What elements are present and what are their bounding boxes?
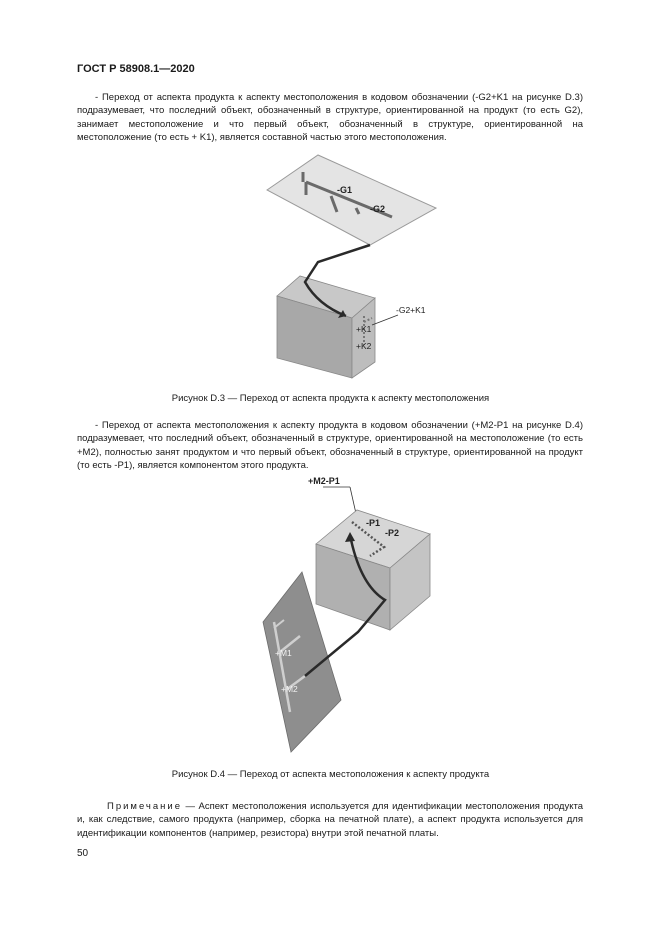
page-number: 50 bbox=[77, 848, 89, 859]
label-p2: -P2 bbox=[385, 528, 400, 538]
label-g1: -G1 bbox=[337, 185, 353, 195]
paragraph-1-text: - Переход от аспекта продукта к аспекту местоположения в кодовом обозначении (-G2+K1 на рисунке D.3) подразумевает, что последний объект, обозначенный в структуре, ориентированной на продукт (то есть G2), занимает местоположение и что первый объект, обозначенный в структуре, ориентированной на местоположение (то есть + K1), является составной частью этого местоположения. bbox=[77, 92, 583, 144]
label-g2: -G2 bbox=[370, 204, 386, 214]
note-text: — Аспект местоположения используется для идентификации местоположения продукта и, как следствие, самого продукта (например, сборка на печатной плате), а аспект продукта используется для идентификации компонентов (например, резистора) внутри этой печатной платы. bbox=[77, 801, 583, 839]
caption-d4: Рисунок D.4 — Переход от аспекта местоположения к аспекту продукта bbox=[171, 769, 490, 780]
label-code-d3: -G2+K1 bbox=[396, 305, 426, 315]
note-label: Примечание bbox=[107, 801, 182, 812]
label-k2: +K2 bbox=[356, 341, 372, 351]
note bbox=[77, 800, 583, 840]
label-m1: +M1 bbox=[275, 648, 292, 658]
caption-d3: Рисунок D.3 — Переход от аспекта продукта к аспекту местоположения bbox=[171, 393, 490, 404]
paragraph-2-text: - Переход от аспекта местоположения к аспекту продукта в кодовом обозначении (+M2-P1 на рисунке D.4) подразумевает, что последний объект, обозначенный в структуре, ориентированной на местоположение (то есть +M2), полностью занят продуктом и что первый объект, обозначенный в структуре, ориентированной на продукт (то есть -P1), является компонентом этого продукта. bbox=[77, 420, 583, 472]
label-k1: +K1 bbox=[356, 324, 372, 334]
document-header: ГОСТ Р 58908.1—2020 bbox=[77, 63, 195, 75]
label-m2: +M2 bbox=[281, 684, 298, 694]
label-code-d4: +M2-P1 bbox=[308, 476, 340, 486]
label-p1: -P1 bbox=[366, 518, 381, 528]
